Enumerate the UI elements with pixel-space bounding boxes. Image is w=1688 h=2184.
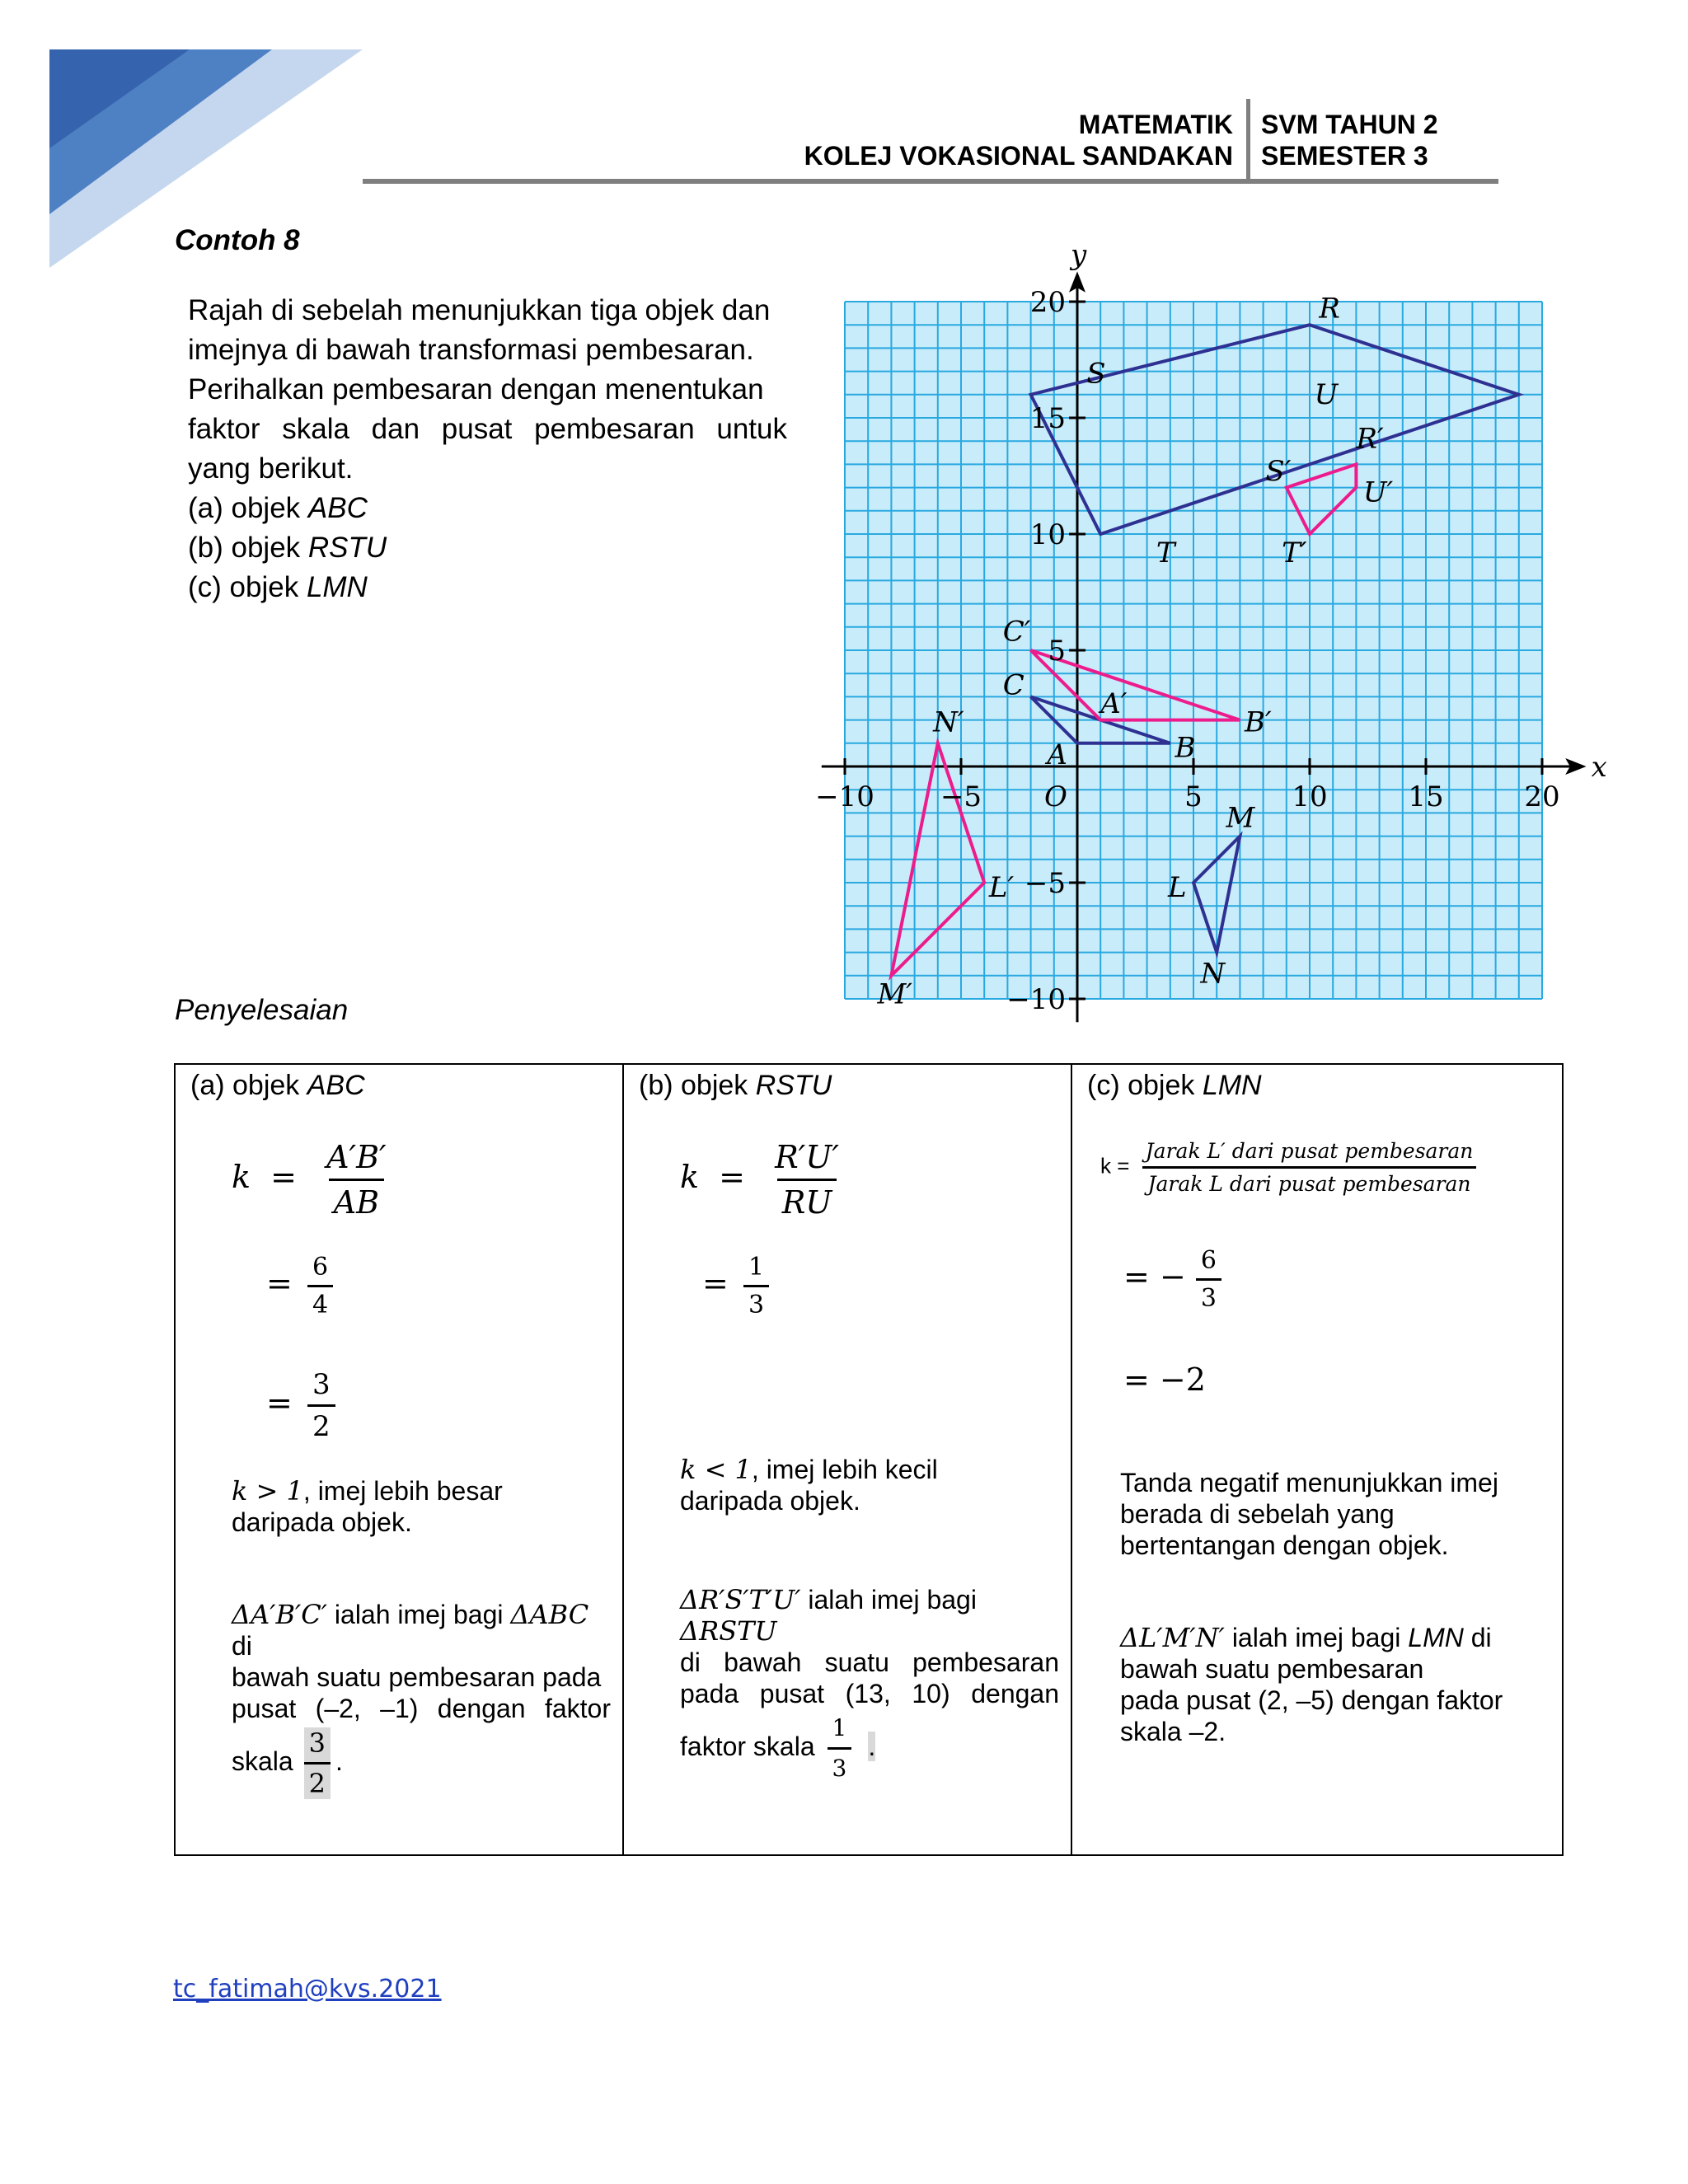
cell-c-result: = −2 xyxy=(1123,1361,1206,1398)
cell-a-eq3: = $\frac{3}{2}$ xyxy=(266,1368,340,1443)
solution-cell-b xyxy=(622,1063,1072,1856)
point-label-b: B xyxy=(1175,731,1196,765)
point-label-a-img: A′ xyxy=(1100,687,1128,721)
header-semester: SEMESTER 3 xyxy=(1261,141,1428,171)
cell-c-eq2: = − $\frac{6}{3}$ xyxy=(1123,1246,1226,1313)
point-label-m-img: M′ xyxy=(877,977,913,1011)
cell-a-eq2: = $\frac{6}{4}$ xyxy=(266,1253,338,1319)
point-label-s: S xyxy=(1086,357,1106,391)
header-college: KOLEJ VOKASIONAL SANDAKAN xyxy=(804,141,1233,171)
question-line: faktor skala dan pusat pembesaran untuk xyxy=(188,413,787,445)
point-label-n: N xyxy=(1200,957,1226,991)
cell-a-title: (a) objek ABC xyxy=(190,1070,365,1101)
x-tick-label: −5 xyxy=(940,780,982,813)
cell-c-note: Tanda negatif menunjukkan imej berada di sebelah yang bertentangan dengan objek. xyxy=(1120,1468,1498,1560)
x-tick-label: 5 xyxy=(1184,780,1203,813)
cell-c-title: (c) objek LMN xyxy=(1087,1070,1262,1101)
y-tick-label: 15 xyxy=(1029,402,1066,435)
part-c: (c) objek LMN xyxy=(188,571,368,603)
cell-b-eq2: = $\frac{1}{3}$ xyxy=(702,1253,774,1319)
frac-ru: $\frac{R'U'}{RU}$ xyxy=(775,1139,839,1221)
y-tick-label: −5 xyxy=(1024,867,1066,900)
header-left xyxy=(804,109,1233,171)
frac-6-3: $\frac{6}{3}$ xyxy=(1196,1246,1221,1313)
footer-email-link[interactable]: tc_fatimah@kvs.2021 xyxy=(173,1975,442,2004)
point-label-c: C xyxy=(1002,668,1025,702)
point-label-l-img: L′ xyxy=(988,870,1015,904)
point-label-r-img: R′ xyxy=(1356,422,1384,456)
cell-b-title: (b) objek RSTU xyxy=(639,1070,832,1101)
y-tick-label: 5 xyxy=(1048,635,1066,668)
question-line: Rajah di sebelah menunjukkan tiga objek dan xyxy=(188,294,771,326)
question-line: Perihalkan pembesaran dengan menentukan xyxy=(188,373,764,405)
x-tick-label: 15 xyxy=(1408,780,1444,813)
coordinate-graph xyxy=(815,231,1607,1022)
x-axis-label: x xyxy=(1591,751,1607,784)
solution-cell-c xyxy=(1071,1063,1564,1856)
point-label-n-img: N′ xyxy=(933,705,964,739)
cell-b-statement: ΔR′S′T′U′ ialah imej bagi ΔRSTU di bawah suatu pembesaran pada pusat (13, 10) dengan faktor skala $\frac{1}{3}$ . xyxy=(680,1584,1059,1784)
header-rule xyxy=(363,179,1498,184)
point-label-l: L xyxy=(1167,870,1187,904)
cell-b-condition: k < 1, imej lebih kecil daripada objek. xyxy=(680,1454,938,1516)
frac-scale-b: $\frac{1}{3}$ xyxy=(828,1713,852,1784)
frac-scale-a: $\frac{3}{2}$ xyxy=(304,1727,331,1799)
frac-1-3: $\frac{1}{3}$ xyxy=(743,1253,769,1319)
solution-cell-a xyxy=(174,1063,624,1856)
point-label-c-img: C′ xyxy=(1002,615,1031,649)
cell-b-eq1: k = $\frac{R'U'}{RU}$ xyxy=(680,1139,849,1221)
header-level: SVM TAHUN 2 xyxy=(1261,110,1438,139)
point-label-u-img: U′ xyxy=(1362,476,1394,509)
point-label-m: M xyxy=(1226,801,1255,835)
x-tick-label: 10 xyxy=(1292,780,1328,813)
frac-ab: $\frac{A'B'}{AB}$ xyxy=(326,1139,387,1221)
y-tick-label: −10 xyxy=(1006,983,1066,1016)
example-title: Contoh 8 xyxy=(175,224,300,256)
origin-label: O xyxy=(1044,780,1067,813)
point-label-b-img: B′ xyxy=(1245,705,1272,739)
frac-6-4: $\frac{6}{4}$ xyxy=(307,1253,333,1319)
point-label-r: R xyxy=(1319,292,1340,326)
header-divider xyxy=(1246,99,1250,181)
x-tick-label: 20 xyxy=(1524,780,1560,813)
point-label-t-img: T′ xyxy=(1282,536,1307,569)
y-axis-label: y xyxy=(1071,238,1087,272)
y-tick-label: 20 xyxy=(1029,286,1066,319)
cell-c-eq1: k = $\frac{\text{Jarak L′ dari pusat pembesaran}}{\text{Jarak L dari pusat pembesaran}}$ xyxy=(1100,1139,1483,1196)
cell-a-eq1: k = $\frac{A'B'}{AB}$ xyxy=(232,1139,396,1221)
point-label-a: A xyxy=(1047,738,1067,772)
point-label-u: U xyxy=(1314,378,1339,412)
question-line: imejnya di bawah transformasi pembesaran. xyxy=(188,334,754,366)
y-tick-label: 10 xyxy=(1029,518,1066,551)
solution-heading: Penyelesaian xyxy=(175,994,349,1026)
frac-3-2: $\frac{3}{2}$ xyxy=(307,1368,335,1443)
part-b: (b) objek RSTU xyxy=(188,532,387,564)
grid xyxy=(845,302,1542,999)
x-tick-label: −10 xyxy=(815,780,874,813)
question-line: yang berikut. xyxy=(188,452,354,485)
header-subject: MATEMATIK xyxy=(1078,110,1233,139)
header-right xyxy=(1261,109,1438,171)
part-a: (a) objek ABC xyxy=(188,492,368,524)
frac-jarak: $\frac{\text{Jarak L′ dari pusat pembesaran}}{\text{Jarak L dari pusat pembesaran}}$ xyxy=(1141,1139,1479,1196)
question-text xyxy=(188,291,787,607)
cell-c-statement: ΔL′M′N′ ialah imej bagi LMN di bawah suatu pembesaran pada pusat (2, –5) dengan faktor skala –2. xyxy=(1120,1622,1503,1746)
cell-a-statement: ΔA′B′C′ ialah imej bagi ΔABC di bawah suatu pembesaran pada pusat (–2, –1) dengan faktor skala $\frac{3}{2}$ . xyxy=(232,1599,611,1799)
point-label-t: T xyxy=(1156,536,1175,569)
point-label-s-img: S′ xyxy=(1265,455,1292,489)
cell-a-condition: k > 1, imej lebih besar daripada objek. xyxy=(232,1475,503,1537)
